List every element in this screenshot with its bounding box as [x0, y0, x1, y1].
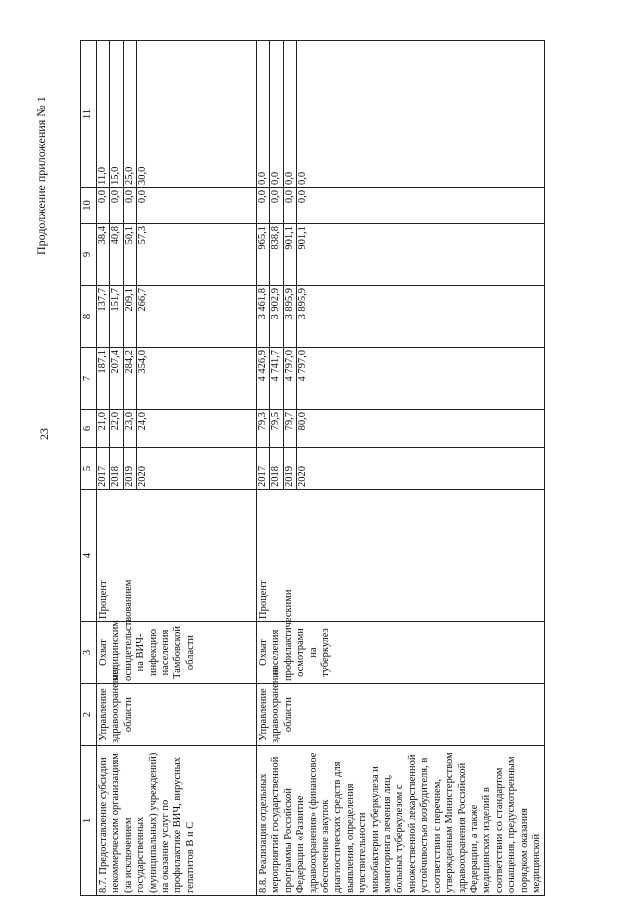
value: 4 797,0 [284, 348, 297, 409]
annex-continuation-label: Продолжение приложения № 1 [34, 96, 48, 255]
value: 901,1 [284, 224, 297, 285]
value: 0,0 [284, 188, 297, 223]
year: 2019 [284, 448, 297, 489]
year: 2020 [297, 466, 309, 487]
value-col7 [257, 348, 545, 410]
value-col6 [97, 410, 257, 448]
year: 2019 [124, 448, 137, 489]
rotated-table-container [80, 41, 570, 896]
value: 4 426,9 [257, 348, 270, 409]
year: 2017 [257, 448, 270, 489]
measure-description: 8.8. Реализация отдельных мероприятий государственной программы Российской Федерации «Развитие здравоохранения» (финансовое обеспечение закупок диагностических средств для выявления, определения чувствительности микобактерии туберкулеза и мониторинга лечения лиц, больных туберкулезом с множественной лекарственной устойчивостью возбудителя, в соответствии с перечнем, утвержденным Министерством здравоохранения Российской Федерации, а также медицинских изделий в соответствии со стандартом оснащения, предусмотренным порядком оказания медицинской [257, 746, 545, 896]
value-col7 [97, 348, 257, 410]
years-cell [257, 448, 545, 490]
value: 30,0 [137, 166, 149, 185]
col-header: 1 [81, 746, 97, 896]
value: 3 895,9 [284, 286, 297, 347]
year: 2017 [97, 448, 110, 489]
executor-cell: Управление здравоохранения области [97, 684, 257, 746]
value: 0,0 [110, 188, 123, 223]
col-header: 9 [81, 224, 97, 286]
value: 0,0 [124, 188, 137, 223]
col-header: 5 [81, 448, 97, 490]
value-col11 [97, 41, 257, 188]
value: 3 461,8 [257, 286, 270, 347]
years-cell [97, 448, 257, 490]
value: 3 902,9 [270, 286, 283, 347]
value-col11 [257, 41, 545, 188]
value: 23,0 [124, 410, 137, 447]
value: 21,0 [97, 410, 110, 447]
value: 80,0 [297, 412, 309, 431]
col-header: 3 [81, 622, 97, 684]
value: 209,1 [124, 286, 137, 347]
value: 79,3 [257, 410, 270, 447]
value: 0,0 [137, 190, 149, 204]
page-number: 23 [37, 428, 51, 440]
value: 4 741,7 [270, 348, 283, 409]
value: 266,7 [137, 288, 149, 312]
program-table [80, 40, 545, 896]
value: 0,0 [270, 188, 283, 223]
value-col9 [257, 224, 545, 286]
value: 354,0 [137, 350, 149, 374]
value: 0,0 [297, 171, 309, 185]
executor-cell: Управление здравоохранения области [257, 684, 545, 746]
value: 207,4 [110, 348, 123, 409]
header-row [81, 41, 97, 896]
value: 3 895,9 [297, 288, 309, 320]
value: 284,2 [124, 348, 137, 409]
unit-cell: Процент [97, 490, 257, 622]
value-col9 [97, 224, 257, 286]
value: 0,0 [270, 41, 283, 187]
value: 38,4 [97, 224, 110, 285]
unit-cell: Процент [257, 490, 545, 622]
col-header: 2 [81, 684, 97, 746]
table-row [97, 41, 257, 896]
value: 4 797,0 [297, 350, 309, 382]
value: 50,1 [124, 224, 137, 285]
value: 22,0 [110, 410, 123, 447]
value-col8 [97, 286, 257, 348]
col-header: 7 [81, 348, 97, 410]
year: 2020 [137, 466, 149, 487]
value: 187,1 [97, 348, 110, 409]
value: 0,0 [284, 41, 297, 187]
indicator-cell: Охват населения профилактическими осмотрами на туберкулез [257, 622, 545, 684]
value: 15,0 [110, 41, 123, 187]
col-header: 6 [81, 410, 97, 448]
value-col10 [257, 188, 545, 224]
value: 24,0 [137, 412, 149, 431]
col-header: 10 [81, 188, 97, 224]
value-col10 [97, 188, 257, 224]
table-row [257, 41, 545, 896]
value: 838,8 [270, 224, 283, 285]
indicator-cell: Охват медицинским освидетельствованием на ВИЧ-инфекцию населения Тамбовской области [97, 622, 257, 684]
value-col8 [257, 286, 545, 348]
value: 151,7 [110, 286, 123, 347]
col-header: 11 [81, 41, 97, 188]
value: 0,0 [257, 41, 270, 187]
value: 0,0 [297, 190, 309, 204]
value: 11,0 [97, 41, 110, 187]
year: 2018 [110, 448, 123, 489]
value: 40,8 [110, 224, 123, 285]
value: 25,0 [124, 41, 137, 187]
value: 79,7 [284, 410, 297, 447]
value: 0,0 [257, 188, 270, 223]
value-col6 [257, 410, 545, 448]
value: 79,5 [270, 410, 283, 447]
value: 137,7 [97, 286, 110, 347]
year: 2018 [270, 448, 283, 489]
value: 965,1 [257, 224, 270, 285]
measure-description: 8.7. Предоставление субсидии некоммерческим организациям (за исключением государственных (муниципальных) учреждений) на оказание услуг по профилактике ВИЧ, вирусных гепатитов В и С [97, 746, 257, 896]
value: 0,0 [97, 188, 110, 223]
value: 901,1 [297, 226, 309, 250]
col-header: 4 [81, 490, 97, 622]
col-header: 8 [81, 286, 97, 348]
value: 57,3 [137, 226, 149, 245]
